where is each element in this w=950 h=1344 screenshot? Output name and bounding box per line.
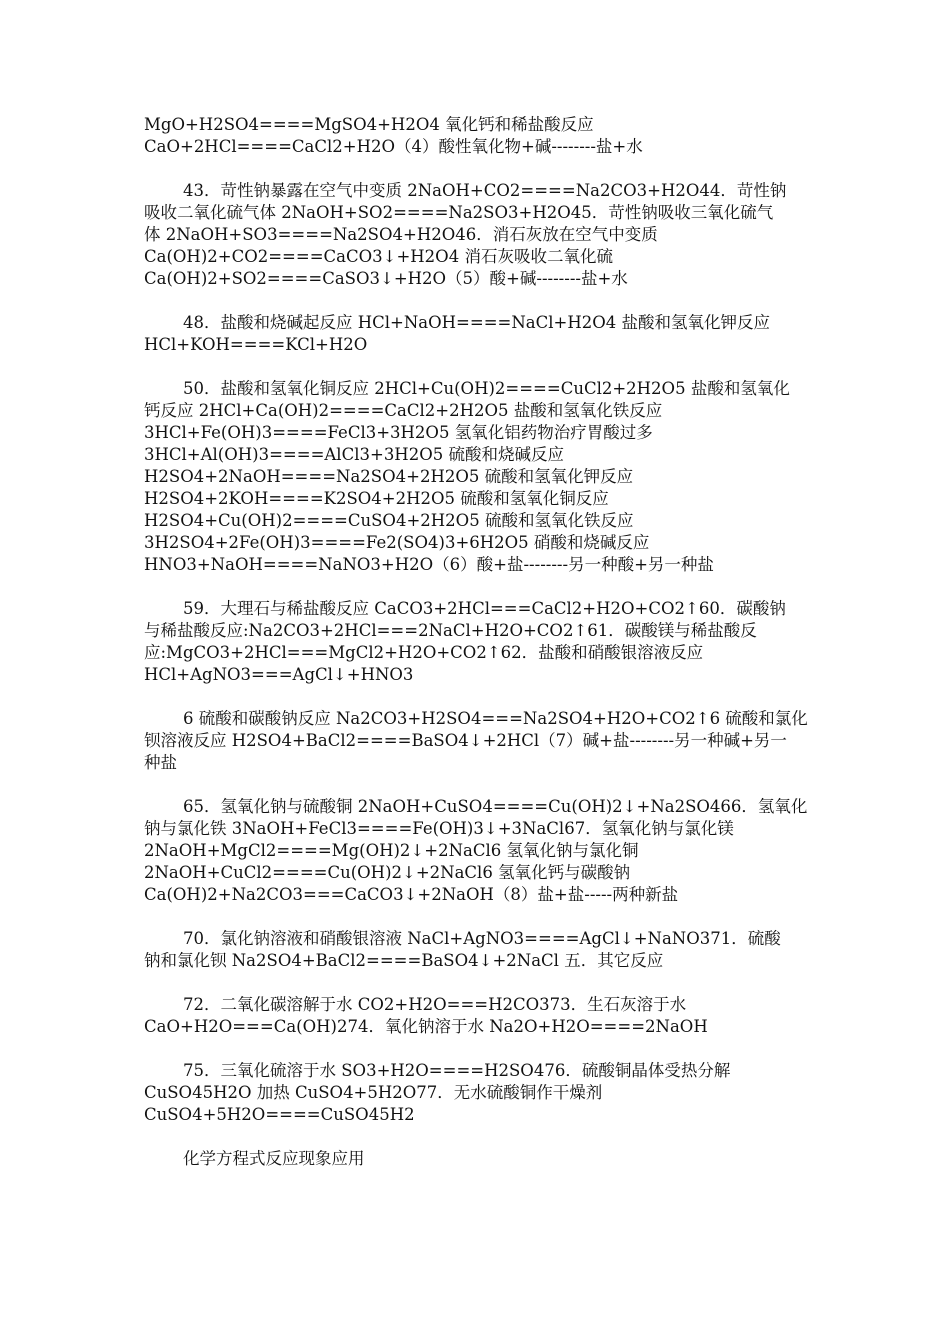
text-line: Ca(OH)2+SO2====CaSO3↓+H2O（5）酸+碱--------盐+水 xyxy=(144,269,628,288)
text-line: 2NaOH+MgCl2====Mg(OH)2↓+2NaCl6 氢氧化钠与氯化铜 xyxy=(144,841,639,860)
paragraph xyxy=(144,928,806,972)
text-line: 吸收二氧化硫气体 2NaOH+SO2====Na2SO3+H2O45．苛性钠吸收三氧化硫气 xyxy=(144,203,774,222)
text-line: 75．三氧化硫溶于水 SO3+H2O====H2SO476．硫酸铜晶体受热分解 xyxy=(183,1061,731,1080)
text-line: H2SO4+2KOH====K2SO4+2H2O5 硫酸和氢氧化铜反应 xyxy=(144,489,609,508)
text-line: HNO3+NaOH====NaNO3+H2O（6）酸+盐--------另一种酸+另一种盐 xyxy=(144,555,714,574)
paragraph xyxy=(144,994,806,1038)
text-line: 钠与氯化铁 3NaOH+FeCl3====Fe(OH)3↓+3NaCl67．氢氧化钠与氯化镁 xyxy=(144,819,734,838)
document-body xyxy=(144,114,806,1192)
text-line: 3HCl+Fe(OH)3====FeCl3+3H2O5 氢氧化铝药物治疗胃酸过多 xyxy=(144,423,653,442)
text-line: 70．氯化钠溶液和硝酸银溶液 NaCl+AgNO3====AgCl↓+NaNO371．硫酸 xyxy=(183,929,781,948)
text-line: 59．大理石与稀盐酸反应 CaCO3+2HCl===CaCl2+H2O+CO2↑60．碳酸钠 xyxy=(183,599,786,618)
text-line: H2SO4+2NaOH====Na2SO4+2H2O5 硫酸和氢氧化钾反应 xyxy=(144,467,634,486)
text-line: 化学方程式反应现象应用 xyxy=(183,1149,365,1168)
text-line: HCl+AgNO3===AgCl↓+HNO3 xyxy=(144,665,414,684)
paragraph xyxy=(144,312,806,356)
text-line: CaO+H2O===Ca(OH)274．氧化钠溶于水 Na2O+H2O====2NaOH xyxy=(144,1017,708,1036)
text-line: 43．苛性钠暴露在空气中变质 2NaOH+CO2====Na2CO3+H2O44．苛性钠 xyxy=(183,181,787,200)
text-line: 6 硫酸和碳酸钠反应 Na2CO3+H2SO4===Na2SO4+H2O+CO2↑6 硫酸和氯化 xyxy=(183,709,808,728)
text-line: 48．盐酸和烧碱起反应 HCl+NaOH====NaCl+H2O4 盐酸和氢氧化钾反应 xyxy=(183,313,771,332)
text-line: 3HCl+Al(OH)3====AlCl3+3H2O5 硫酸和烧碱反应 xyxy=(144,445,564,464)
text-line: 与稀盐酸反应:Na2CO3+2HCl===2NaCl+H2O+CO2↑61．碳酸镁与稀盐酸反 xyxy=(144,621,757,640)
paragraph xyxy=(144,1060,806,1126)
text-line: 65．氢氧化钠与硫酸铜 2NaOH+CuSO4====Cu(OH)2↓+Na2SO466．氢氧化 xyxy=(183,797,808,816)
text-line: HCl+KOH====KCl+H2O xyxy=(144,335,368,354)
text-line: Ca(OH)2+CO2====CaCO3↓+H2O4 消石灰吸收二氧化硫 xyxy=(144,247,613,266)
paragraph xyxy=(144,114,806,158)
text-line: 应:MgCO3+2HCl===MgCl2+H2O+CO2↑62．盐酸和硝酸银溶液反应 xyxy=(144,643,704,662)
paragraph xyxy=(144,708,806,774)
text-line: 体 2NaOH+SO3====Na2SO4+H2O46．消石灰放在空气中变质 xyxy=(144,225,658,244)
text-line: CuSO45H2O 加热 CuSO4+5H2O77．无水硫酸铜作干燥剂 xyxy=(144,1083,603,1102)
text-line: 钠和氯化钡 Na2SO4+BaCl2====BaSO4↓+2NaCl 五．其它反应 xyxy=(144,951,664,970)
paragraph xyxy=(144,796,806,906)
text-line: 2NaOH+CuCl2====Cu(OH)2↓+2NaCl6 氢氧化钙与碳酸钠 xyxy=(144,863,631,882)
text-line: 50．盐酸和氢氧化铜反应 2HCl+Cu(OH)2====CuCl2+2H2O5 盐酸和氢氧化 xyxy=(183,379,790,398)
text-line: 种盐 xyxy=(144,753,177,772)
text-line: Ca(OH)2+Na2CO3===CaCO3↓+2NaOH（8）盐+盐-----两种新盐 xyxy=(144,885,679,904)
paragraph xyxy=(144,180,806,290)
text-line: 3H2SO4+2Fe(OH)3====Fe2(SO4)3+6H2O5 硝酸和烧碱反应 xyxy=(144,533,650,552)
text-line: 72．二氧化碳溶解于水 CO2+H2O===H2CO373．生石灰溶于水 xyxy=(183,995,687,1014)
text-line: 钙反应 2HCl+Ca(OH)2====CaCl2+2H2O5 盐酸和氢氧化铁反应 xyxy=(144,401,663,420)
text-line: H2SO4+Cu(OH)2====CuSO4+2H2O5 硫酸和氢氧化铁反应 xyxy=(144,511,634,530)
text-line: CaO+2HCl====CaCl2+H2O（4）酸性氧化物+碱--------盐+水 xyxy=(144,137,643,156)
paragraph xyxy=(144,598,806,686)
text-line: CuSO4+5H2O====CuSO45H2 xyxy=(144,1105,415,1124)
text-line: MgO+H2SO4====MgSO4+H2O4 氧化钙和稀盐酸反应 xyxy=(144,115,594,134)
text-line: 钡溶液反应 H2SO4+BaCl2====BaSO4↓+2HCl（7）碱+盐--------另一种碱+另一 xyxy=(144,731,787,750)
paragraph xyxy=(144,378,806,576)
paragraph xyxy=(144,1148,806,1170)
